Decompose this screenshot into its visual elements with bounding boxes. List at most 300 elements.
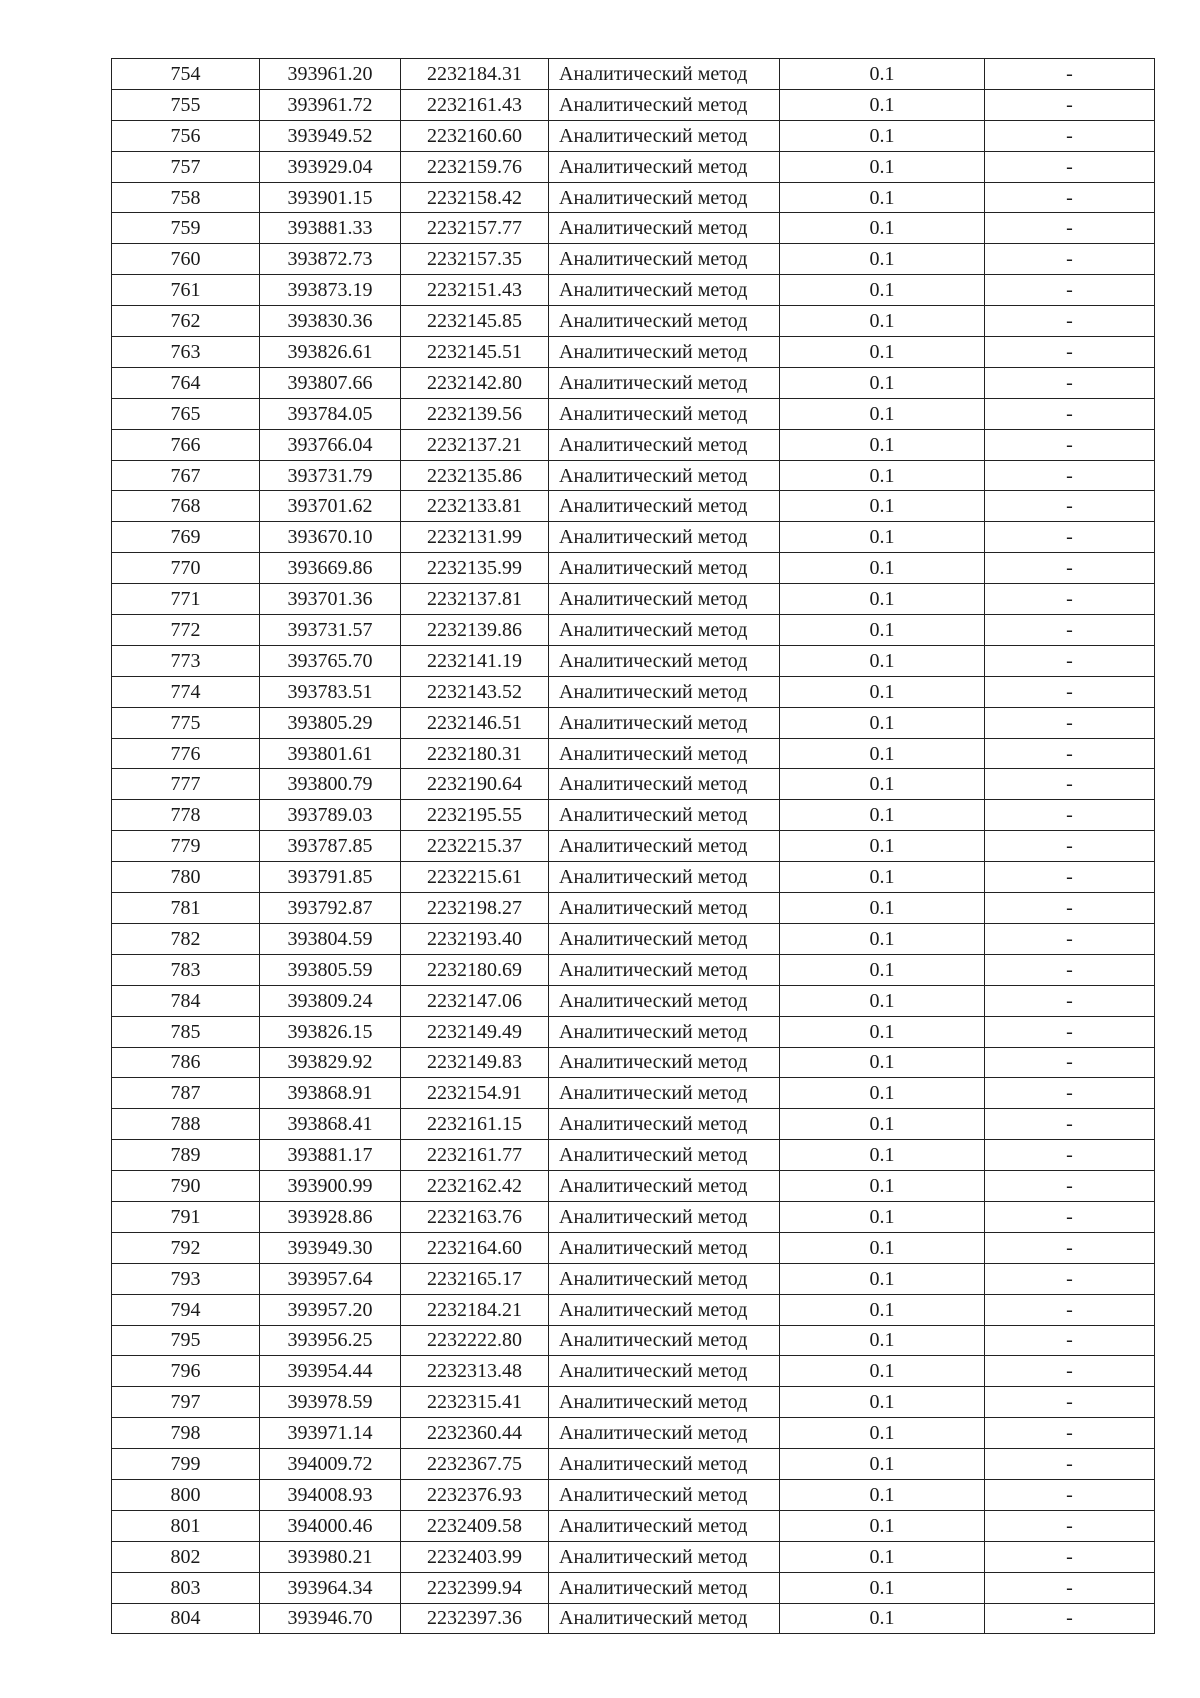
table-row [112, 584, 1155, 615]
note-cell: - [985, 1572, 1155, 1603]
point-number-cell: 767 [112, 460, 260, 491]
table-row [112, 1572, 1155, 1603]
x-coordinate-cell: 393784.05 [260, 398, 401, 429]
method-cell: Аналитический метод [549, 59, 780, 90]
table-row [112, 1356, 1155, 1387]
note-cell: - [985, 769, 1155, 800]
note-cell: - [985, 337, 1155, 368]
x-coordinate-cell: 393783.51 [260, 676, 401, 707]
table-row [112, 707, 1155, 738]
point-number-cell: 783 [112, 954, 260, 985]
x-coordinate-cell: 393669.86 [260, 553, 401, 584]
point-number-cell: 792 [112, 1232, 260, 1263]
x-coordinate-cell: 393807.66 [260, 367, 401, 398]
point-number-cell: 775 [112, 707, 260, 738]
note-cell: - [985, 1047, 1155, 1078]
y-coordinate-cell: 2232367.75 [401, 1449, 549, 1480]
table-row [112, 1510, 1155, 1541]
table-row [112, 151, 1155, 182]
x-coordinate-cell: 393830.36 [260, 306, 401, 337]
method-cell: Аналитический метод [549, 645, 780, 676]
method-cell: Аналитический метод [549, 1232, 780, 1263]
x-coordinate-cell: 393801.61 [260, 738, 401, 769]
x-coordinate-cell: 393956.25 [260, 1325, 401, 1356]
x-coordinate-cell: 393791.85 [260, 862, 401, 893]
x-coordinate-cell: 393900.99 [260, 1171, 401, 1202]
point-number-cell: 774 [112, 676, 260, 707]
point-number-cell: 757 [112, 151, 260, 182]
y-coordinate-cell: 2232137.21 [401, 429, 549, 460]
table-row [112, 460, 1155, 491]
point-number-cell: 754 [112, 59, 260, 90]
x-coordinate-cell: 393881.33 [260, 213, 401, 244]
y-coordinate-cell: 2232376.93 [401, 1479, 549, 1510]
accuracy-cell: 0.1 [780, 1047, 985, 1078]
note-cell: - [985, 923, 1155, 954]
note-cell: - [985, 1387, 1155, 1418]
method-cell: Аналитический метод [549, 893, 780, 924]
method-cell: Аналитический метод [549, 862, 780, 893]
y-coordinate-cell: 2232139.56 [401, 398, 549, 429]
accuracy-cell: 0.1 [780, 923, 985, 954]
accuracy-cell: 0.1 [780, 615, 985, 646]
method-cell: Аналитический метод [549, 398, 780, 429]
table-row [112, 954, 1155, 985]
x-coordinate-cell: 393826.61 [260, 337, 401, 368]
y-coordinate-cell: 2232403.99 [401, 1541, 549, 1572]
point-number-cell: 799 [112, 1449, 260, 1480]
table-row [112, 1201, 1155, 1232]
x-coordinate-cell: 394009.72 [260, 1449, 401, 1480]
x-coordinate-cell: 393701.36 [260, 584, 401, 615]
x-coordinate-cell: 393829.92 [260, 1047, 401, 1078]
x-coordinate-cell: 393971.14 [260, 1418, 401, 1449]
table-row [112, 213, 1155, 244]
accuracy-cell: 0.1 [780, 553, 985, 584]
method-cell: Аналитический метод [549, 522, 780, 553]
method-cell: Аналитический метод [549, 1263, 780, 1294]
point-number-cell: 772 [112, 615, 260, 646]
x-coordinate-cell: 393881.17 [260, 1140, 401, 1171]
table-row [112, 1078, 1155, 1109]
table-row [112, 1418, 1155, 1449]
method-cell: Аналитический метод [549, 1603, 780, 1634]
accuracy-cell: 0.1 [780, 398, 985, 429]
y-coordinate-cell: 2232147.06 [401, 985, 549, 1016]
note-cell: - [985, 1541, 1155, 1572]
y-coordinate-cell: 2232193.40 [401, 923, 549, 954]
note-cell: - [985, 1201, 1155, 1232]
x-coordinate-cell: 393787.85 [260, 831, 401, 862]
method-cell: Аналитический метод [549, 1109, 780, 1140]
accuracy-cell: 0.1 [780, 182, 985, 213]
y-coordinate-cell: 2232131.99 [401, 522, 549, 553]
point-number-cell: 803 [112, 1572, 260, 1603]
accuracy-cell: 0.1 [780, 800, 985, 831]
x-coordinate-cell: 393800.79 [260, 769, 401, 800]
table-row [112, 1232, 1155, 1263]
x-coordinate-cell: 393826.15 [260, 1016, 401, 1047]
method-cell: Аналитический метод [549, 1140, 780, 1171]
table-row [112, 800, 1155, 831]
y-coordinate-cell: 2232139.86 [401, 615, 549, 646]
note-cell: - [985, 460, 1155, 491]
accuracy-cell: 0.1 [780, 1449, 985, 1480]
accuracy-cell: 0.1 [780, 491, 985, 522]
y-coordinate-cell: 2232154.91 [401, 1078, 549, 1109]
accuracy-cell: 0.1 [780, 707, 985, 738]
accuracy-cell: 0.1 [780, 306, 985, 337]
note-cell: - [985, 244, 1155, 275]
method-cell: Аналитический метод [549, 615, 780, 646]
note-cell: - [985, 1232, 1155, 1263]
y-coordinate-cell: 2232165.17 [401, 1263, 549, 1294]
y-coordinate-cell: 2232409.58 [401, 1510, 549, 1541]
accuracy-cell: 0.1 [780, 213, 985, 244]
method-cell: Аналитический метод [549, 1572, 780, 1603]
y-coordinate-cell: 2232157.35 [401, 244, 549, 275]
accuracy-cell: 0.1 [780, 1294, 985, 1325]
note-cell: - [985, 398, 1155, 429]
table-row [112, 398, 1155, 429]
y-coordinate-cell: 2232159.76 [401, 151, 549, 182]
table-row [112, 1016, 1155, 1047]
y-coordinate-cell: 2232160.60 [401, 120, 549, 151]
x-coordinate-cell: 393868.41 [260, 1109, 401, 1140]
table-row [112, 1263, 1155, 1294]
table-row [112, 522, 1155, 553]
point-number-cell: 800 [112, 1479, 260, 1510]
accuracy-cell: 0.1 [780, 522, 985, 553]
point-number-cell: 798 [112, 1418, 260, 1449]
accuracy-cell: 0.1 [780, 1387, 985, 1418]
accuracy-cell: 0.1 [780, 1510, 985, 1541]
table-row [112, 429, 1155, 460]
note-cell: - [985, 491, 1155, 522]
table-row [112, 120, 1155, 151]
point-number-cell: 790 [112, 1171, 260, 1202]
point-number-cell: 760 [112, 244, 260, 275]
accuracy-cell: 0.1 [780, 985, 985, 1016]
note-cell: - [985, 1171, 1155, 1202]
note-cell: - [985, 985, 1155, 1016]
table-row [112, 645, 1155, 676]
accuracy-cell: 0.1 [780, 1201, 985, 1232]
note-cell: - [985, 213, 1155, 244]
table-row [112, 1479, 1155, 1510]
accuracy-cell: 0.1 [780, 645, 985, 676]
table-row [112, 275, 1155, 306]
table-row [112, 1109, 1155, 1140]
accuracy-cell: 0.1 [780, 367, 985, 398]
accuracy-cell: 0.1 [780, 893, 985, 924]
point-number-cell: 777 [112, 769, 260, 800]
point-number-cell: 765 [112, 398, 260, 429]
y-coordinate-cell: 2232180.31 [401, 738, 549, 769]
method-cell: Аналитический метод [549, 1418, 780, 1449]
note-cell: - [985, 954, 1155, 985]
table-row [112, 337, 1155, 368]
accuracy-cell: 0.1 [780, 584, 985, 615]
y-coordinate-cell: 2232215.37 [401, 831, 549, 862]
x-coordinate-cell: 393731.79 [260, 460, 401, 491]
x-coordinate-cell: 393961.20 [260, 59, 401, 90]
note-cell: - [985, 831, 1155, 862]
x-coordinate-cell: 393949.30 [260, 1232, 401, 1263]
table-row [112, 893, 1155, 924]
note-cell: - [985, 676, 1155, 707]
method-cell: Аналитический метод [549, 954, 780, 985]
method-cell: Аналитический метод [549, 1449, 780, 1480]
method-cell: Аналитический метод [549, 707, 780, 738]
y-coordinate-cell: 2232198.27 [401, 893, 549, 924]
note-cell: - [985, 1479, 1155, 1510]
note-cell: - [985, 275, 1155, 306]
accuracy-cell: 0.1 [780, 1232, 985, 1263]
method-cell: Аналитический метод [549, 367, 780, 398]
method-cell: Аналитический метод [549, 1541, 780, 1572]
accuracy-cell: 0.1 [780, 738, 985, 769]
table-row [112, 491, 1155, 522]
table-row [112, 1047, 1155, 1078]
method-cell: Аналитический метод [549, 985, 780, 1016]
y-coordinate-cell: 2232162.42 [401, 1171, 549, 1202]
accuracy-cell: 0.1 [780, 120, 985, 151]
x-coordinate-cell: 393949.52 [260, 120, 401, 151]
note-cell: - [985, 584, 1155, 615]
accuracy-cell: 0.1 [780, 460, 985, 491]
note-cell: - [985, 862, 1155, 893]
accuracy-cell: 0.1 [780, 89, 985, 120]
point-number-cell: 776 [112, 738, 260, 769]
accuracy-cell: 0.1 [780, 1603, 985, 1634]
method-cell: Аналитический метод [549, 831, 780, 862]
note-cell: - [985, 1109, 1155, 1140]
y-coordinate-cell: 2232161.77 [401, 1140, 549, 1171]
note-cell: - [985, 182, 1155, 213]
method-cell: Аналитический метод [549, 1201, 780, 1232]
accuracy-cell: 0.1 [780, 337, 985, 368]
accuracy-cell: 0.1 [780, 676, 985, 707]
method-cell: Аналитический метод [549, 182, 780, 213]
accuracy-cell: 0.1 [780, 1263, 985, 1294]
note-cell: - [985, 1449, 1155, 1480]
accuracy-cell: 0.1 [780, 769, 985, 800]
y-coordinate-cell: 2232133.81 [401, 491, 549, 522]
note-cell: - [985, 429, 1155, 460]
accuracy-cell: 0.1 [780, 275, 985, 306]
point-number-cell: 779 [112, 831, 260, 862]
method-cell: Аналитический метод [549, 306, 780, 337]
note-cell: - [985, 1078, 1155, 1109]
point-number-cell: 781 [112, 893, 260, 924]
note-cell: - [985, 1325, 1155, 1356]
x-coordinate-cell: 393901.15 [260, 182, 401, 213]
accuracy-cell: 0.1 [780, 1325, 985, 1356]
x-coordinate-cell: 393868.91 [260, 1078, 401, 1109]
method-cell: Аналитический метод [549, 213, 780, 244]
x-coordinate-cell: 393928.86 [260, 1201, 401, 1232]
table-row [112, 367, 1155, 398]
x-coordinate-cell: 393809.24 [260, 985, 401, 1016]
note-cell: - [985, 1603, 1155, 1634]
accuracy-cell: 0.1 [780, 831, 985, 862]
y-coordinate-cell: 2232143.52 [401, 676, 549, 707]
x-coordinate-cell: 394000.46 [260, 1510, 401, 1541]
table-row [112, 923, 1155, 954]
point-number-cell: 782 [112, 923, 260, 954]
point-number-cell: 795 [112, 1325, 260, 1356]
x-coordinate-cell: 393804.59 [260, 923, 401, 954]
table-row [112, 1294, 1155, 1325]
table-row [112, 1325, 1155, 1356]
accuracy-cell: 0.1 [780, 862, 985, 893]
point-number-cell: 771 [112, 584, 260, 615]
y-coordinate-cell: 2232313.48 [401, 1356, 549, 1387]
y-coordinate-cell: 2232195.55 [401, 800, 549, 831]
point-number-cell: 761 [112, 275, 260, 306]
point-number-cell: 794 [112, 1294, 260, 1325]
note-cell: - [985, 1016, 1155, 1047]
accuracy-cell: 0.1 [780, 59, 985, 90]
accuracy-cell: 0.1 [780, 1171, 985, 1202]
method-cell: Аналитический метод [549, 275, 780, 306]
note-cell: - [985, 1418, 1155, 1449]
y-coordinate-cell: 2232360.44 [401, 1418, 549, 1449]
note-cell: - [985, 59, 1155, 90]
table-row [112, 1387, 1155, 1418]
table-row [112, 769, 1155, 800]
table-row [112, 738, 1155, 769]
y-coordinate-cell: 2232164.60 [401, 1232, 549, 1263]
method-cell: Аналитический метод [549, 1171, 780, 1202]
y-coordinate-cell: 2232141.19 [401, 645, 549, 676]
note-cell: - [985, 1294, 1155, 1325]
x-coordinate-cell: 393789.03 [260, 800, 401, 831]
method-cell: Аналитический метод [549, 1325, 780, 1356]
point-number-cell: 773 [112, 645, 260, 676]
x-coordinate-cell: 393701.62 [260, 491, 401, 522]
method-cell: Аналитический метод [549, 769, 780, 800]
x-coordinate-cell: 393980.21 [260, 1541, 401, 1572]
table-row [112, 676, 1155, 707]
point-number-cell: 756 [112, 120, 260, 151]
point-number-cell: 762 [112, 306, 260, 337]
method-cell: Аналитический метод [549, 120, 780, 151]
point-number-cell: 787 [112, 1078, 260, 1109]
point-number-cell: 768 [112, 491, 260, 522]
accuracy-cell: 0.1 [780, 429, 985, 460]
note-cell: - [985, 367, 1155, 398]
note-cell: - [985, 89, 1155, 120]
y-coordinate-cell: 2232145.85 [401, 306, 549, 337]
method-cell: Аналитический метод [549, 491, 780, 522]
accuracy-cell: 0.1 [780, 151, 985, 182]
point-number-cell: 801 [112, 1510, 260, 1541]
point-number-cell: 788 [112, 1109, 260, 1140]
method-cell: Аналитический метод [549, 244, 780, 275]
method-cell: Аналитический метод [549, 1479, 780, 1510]
method-cell: Аналитический метод [549, 800, 780, 831]
point-number-cell: 758 [112, 182, 260, 213]
method-cell: Аналитический метод [549, 553, 780, 584]
y-coordinate-cell: 2232145.51 [401, 337, 549, 368]
method-cell: Аналитический метод [549, 1510, 780, 1541]
x-coordinate-cell: 394008.93 [260, 1479, 401, 1510]
y-coordinate-cell: 2232184.31 [401, 59, 549, 90]
note-cell: - [985, 893, 1155, 924]
point-number-cell: 766 [112, 429, 260, 460]
x-coordinate-cell: 393954.44 [260, 1356, 401, 1387]
accuracy-cell: 0.1 [780, 244, 985, 275]
method-cell: Аналитический метод [549, 1016, 780, 1047]
table-row [112, 831, 1155, 862]
table-row [112, 59, 1155, 90]
method-cell: Аналитический метод [549, 1294, 780, 1325]
y-coordinate-cell: 2232215.61 [401, 862, 549, 893]
table-row [112, 1541, 1155, 1572]
y-coordinate-cell: 2232149.49 [401, 1016, 549, 1047]
note-cell: - [985, 120, 1155, 151]
y-coordinate-cell: 2232157.77 [401, 213, 549, 244]
point-number-cell: 784 [112, 985, 260, 1016]
note-cell: - [985, 738, 1155, 769]
x-coordinate-cell: 393805.59 [260, 954, 401, 985]
y-coordinate-cell: 2232137.81 [401, 584, 549, 615]
x-coordinate-cell: 393766.04 [260, 429, 401, 460]
point-number-cell: 789 [112, 1140, 260, 1171]
table-row [112, 182, 1155, 213]
point-number-cell: 763 [112, 337, 260, 368]
point-number-cell: 780 [112, 862, 260, 893]
note-cell: - [985, 1140, 1155, 1171]
point-number-cell: 791 [112, 1201, 260, 1232]
method-cell: Аналитический метод [549, 151, 780, 182]
point-number-cell: 755 [112, 89, 260, 120]
point-number-cell: 770 [112, 553, 260, 584]
point-number-cell: 796 [112, 1356, 260, 1387]
note-cell: - [985, 306, 1155, 337]
y-coordinate-cell: 2232163.76 [401, 1201, 549, 1232]
method-cell: Аналитический метод [549, 1356, 780, 1387]
x-coordinate-cell: 393978.59 [260, 1387, 401, 1418]
accuracy-cell: 0.1 [780, 1541, 985, 1572]
method-cell: Аналитический метод [549, 738, 780, 769]
accuracy-cell: 0.1 [780, 1479, 985, 1510]
table-row [112, 553, 1155, 584]
method-cell: Аналитический метод [549, 584, 780, 615]
y-coordinate-cell: 2232161.15 [401, 1109, 549, 1140]
accuracy-cell: 0.1 [780, 1140, 985, 1171]
y-coordinate-cell: 2232397.36 [401, 1603, 549, 1634]
table-row [112, 1140, 1155, 1171]
x-coordinate-cell: 393961.72 [260, 89, 401, 120]
method-cell: Аналитический метод [549, 1078, 780, 1109]
y-coordinate-cell: 2232190.64 [401, 769, 549, 800]
y-coordinate-cell: 2232149.83 [401, 1047, 549, 1078]
accuracy-cell: 0.1 [780, 1016, 985, 1047]
y-coordinate-cell: 2232142.80 [401, 367, 549, 398]
y-coordinate-cell: 2232180.69 [401, 954, 549, 985]
point-number-cell: 759 [112, 213, 260, 244]
x-coordinate-cell: 393957.20 [260, 1294, 401, 1325]
y-coordinate-cell: 2232151.43 [401, 275, 549, 306]
note-cell: - [985, 1263, 1155, 1294]
note-cell: - [985, 553, 1155, 584]
y-coordinate-cell: 2232184.21 [401, 1294, 549, 1325]
y-coordinate-cell: 2232146.51 [401, 707, 549, 738]
x-coordinate-cell: 393731.57 [260, 615, 401, 646]
